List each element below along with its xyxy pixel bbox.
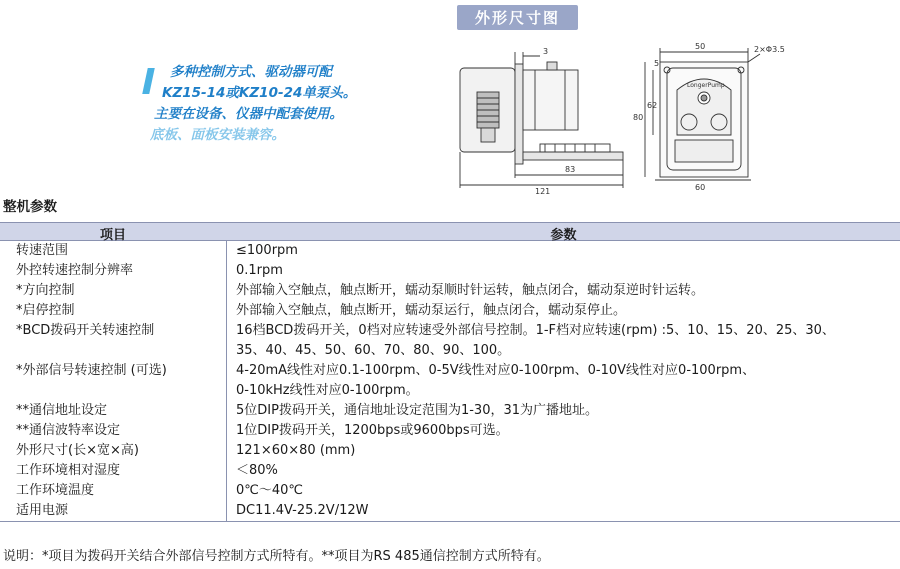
table-row (0, 361, 900, 401)
param-value (226, 501, 900, 521)
brand-logo-text: LongerPump (687, 82, 725, 89)
table-row (0, 321, 900, 361)
param-value-line: 外部输入空触点，触点断开，蠕动泵顺时针运转，触点闭合，蠕动泵逆时针运转。 (236, 283, 705, 298)
param-value (226, 441, 900, 461)
feature-note-4: 底板、面板安装兼容。 (150, 127, 285, 143)
param-value-line: 外部输入空触点，触点断开，蠕动泵运行，触点闭合，蠕动泵停止。 (236, 303, 627, 318)
dim-side-83: 83 (565, 165, 576, 174)
table-header (0, 222, 900, 241)
table-row (0, 401, 900, 421)
param-item: 外形尺寸(长×宽×高) (16, 443, 139, 458)
param-value-line: 4-20mA线性对应0.1-100rpm、0-5V线性对应0-100rpm、0-10V线性对应0-100rpm、 (236, 363, 756, 378)
table-row (0, 441, 900, 461)
column-divider (226, 241, 227, 521)
header-value: 参数 (550, 228, 577, 243)
param-value (226, 361, 900, 401)
param-value-line: 35、40、45、50、60、70、80、90、100。 (236, 343, 511, 358)
table-row (0, 481, 900, 501)
table-row (0, 281, 900, 301)
param-item: 外控转速控制分辨率 (16, 263, 134, 278)
param-item: *方向控制 (16, 283, 75, 298)
param-item: 工作环境相对湿度 (16, 463, 121, 478)
dimension-drawing-title: 外形尺寸图 (457, 5, 578, 30)
param-value-line: 0-10kHz线性对应0-100rpm。 (236, 383, 419, 398)
param-item: 适用电源 (16, 503, 69, 518)
params-table (0, 222, 900, 522)
param-item: *BCD拨码开关转速控制 (16, 323, 155, 338)
param-value-line: 1位DIP拨码开关，1200bps或9600bps可选。 (236, 423, 509, 438)
header-item: 项目 (99, 228, 126, 243)
param-value (226, 281, 900, 301)
dim-side-top: 3 (543, 47, 549, 56)
param-item: 工作环境温度 (16, 483, 95, 498)
param-item: **通信波特率设定 (16, 423, 121, 438)
param-value (226, 261, 900, 281)
dim-front-50: 50 (695, 42, 706, 51)
dim-side-121: 121 (535, 187, 551, 195)
param-value (226, 401, 900, 421)
param-value-line: 5位DIP拨码开关，通信地址设定范围为1-30，31为广播地址。 (236, 403, 599, 418)
table-row (0, 241, 900, 261)
dimension-drawing (455, 40, 800, 195)
params-title: 整机参数 (3, 199, 57, 215)
param-value-line: DC11.4V-25.2V/12W (236, 503, 369, 518)
feature-note-3: 主要在设备、仪器中配套使用。 (154, 106, 343, 122)
param-value-line: ＜80% (236, 463, 278, 478)
param-item: *启停控制 (16, 303, 75, 318)
param-value-line: 16档BCD拨码开关，0档对应转速受外部信号控制。1-F档对应转速(rpm) :5、10、15、20、25、30、 (236, 323, 835, 338)
dim-front-80: 80 (633, 113, 644, 122)
feature-note-1: 多种控制方式、驱动器可配 (170, 64, 332, 80)
param-value (226, 421, 900, 441)
accent-slash-icon (142, 68, 155, 94)
param-item: *外部信号转速控制 (可选) (16, 363, 167, 378)
param-value (226, 301, 900, 321)
table-body (0, 241, 900, 522)
dim-front-holes: 2×Φ3.5 (754, 45, 785, 54)
param-value-line: 0℃～40℃ (236, 483, 304, 498)
table-row (0, 461, 900, 481)
param-value-line: 0.1rpm (236, 263, 283, 278)
param-value-line: ≤100rpm (236, 243, 298, 258)
param-item: **通信地址设定 (16, 403, 108, 418)
param-value (226, 241, 900, 261)
footnote: 说明：*项目为拨码开关结合外部信号控制方式所特有。**项目为RS 485通信控制方式所特有。 (3, 549, 550, 564)
table-row (0, 261, 900, 281)
param-item: 转速范围 (16, 243, 69, 258)
param-value (226, 481, 900, 501)
table-row (0, 301, 900, 321)
dim-front-5: 5 (654, 59, 660, 68)
param-value (226, 321, 900, 361)
table-row (0, 421, 900, 441)
param-value (226, 461, 900, 481)
param-value-line: 121×60×80 (mm) (236, 443, 356, 458)
dim-front-60: 60 (695, 183, 706, 192)
dim-front-62: 62 (647, 101, 658, 110)
feature-note-2: KZ15-14或KZ10-24单泵头。 (162, 85, 357, 101)
table-row (0, 501, 900, 521)
